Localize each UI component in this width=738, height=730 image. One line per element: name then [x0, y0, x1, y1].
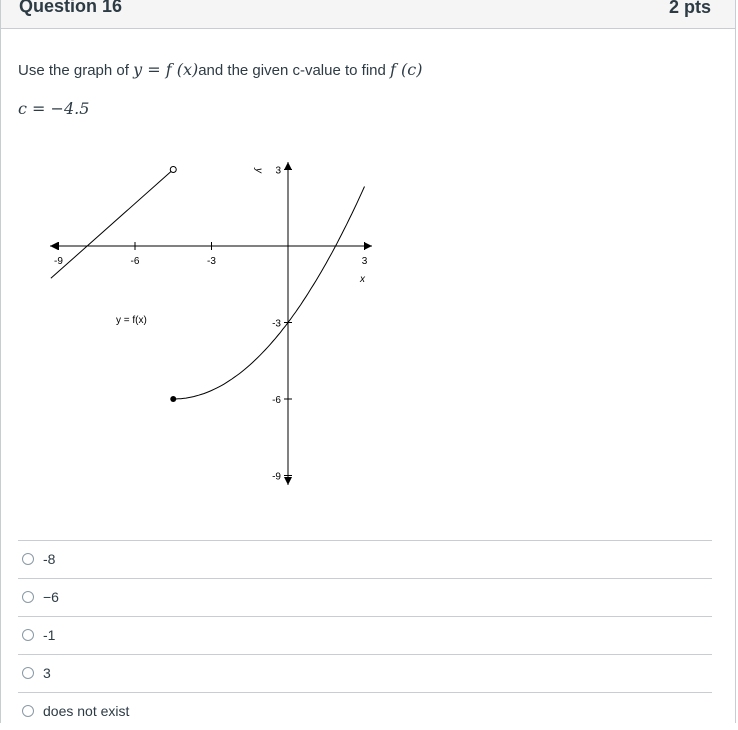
answer-label: 3	[43, 665, 51, 681]
y-tick-label: -9	[272, 471, 281, 483]
x-tick-label: -6	[130, 256, 140, 267]
answer-option[interactable]	[18, 616, 712, 654]
question-prompt	[18, 60, 422, 79]
c-value: c = −4.5	[18, 99, 90, 118]
y-axis-arrow-top	[284, 162, 292, 170]
answer-option[interactable]	[18, 654, 712, 692]
open-endpoint	[170, 167, 176, 173]
radio-button[interactable]	[22, 629, 34, 641]
question-points: 2 pts	[668, 0, 711, 17]
line-segment-left	[51, 170, 173, 279]
closed-endpoint	[170, 396, 176, 402]
x-tick-label: 3	[361, 256, 368, 267]
prompt-function: y = f (x)	[133, 60, 199, 79]
y-axis-label: y	[253, 168, 264, 173]
prompt-text-before: Use the graph of	[18, 62, 134, 79]
y-axis-arrow-bottom	[284, 477, 292, 485]
answer-option[interactable]	[18, 540, 712, 578]
y-tick-label: -3	[272, 318, 281, 330]
x-tick-label: -9	[54, 256, 63, 267]
curve-segment-right	[173, 187, 364, 400]
function-label: y = f(x)	[116, 315, 147, 326]
x-tick-label: -3	[207, 256, 216, 267]
x-axis-arrow-left	[50, 242, 58, 250]
answer-label: -8	[43, 551, 56, 567]
prompt-target: f (c)	[390, 60, 423, 79]
question-header	[0, 0, 736, 29]
radio-button[interactable]	[22, 705, 34, 717]
question-title: Question 16	[19, 0, 123, 16]
answer-list	[18, 540, 712, 730]
radio-button[interactable]	[22, 591, 34, 603]
answer-label: does not exist	[43, 703, 130, 719]
radio-button[interactable]	[22, 553, 34, 565]
x-axis-arrow-right	[364, 242, 372, 250]
x-axis-label: x	[360, 274, 365, 285]
answer-label: −6	[43, 589, 59, 605]
answer-option[interactable]	[18, 692, 712, 730]
answer-label: -1	[43, 627, 56, 643]
y-tick-label: 3	[275, 165, 281, 177]
function-graph	[40, 155, 380, 495]
radio-button[interactable]	[22, 667, 34, 679]
prompt-text-after: and the given c-value to find	[198, 62, 391, 79]
y-tick-label: -6	[272, 395, 281, 406]
answer-option[interactable]	[18, 578, 712, 616]
